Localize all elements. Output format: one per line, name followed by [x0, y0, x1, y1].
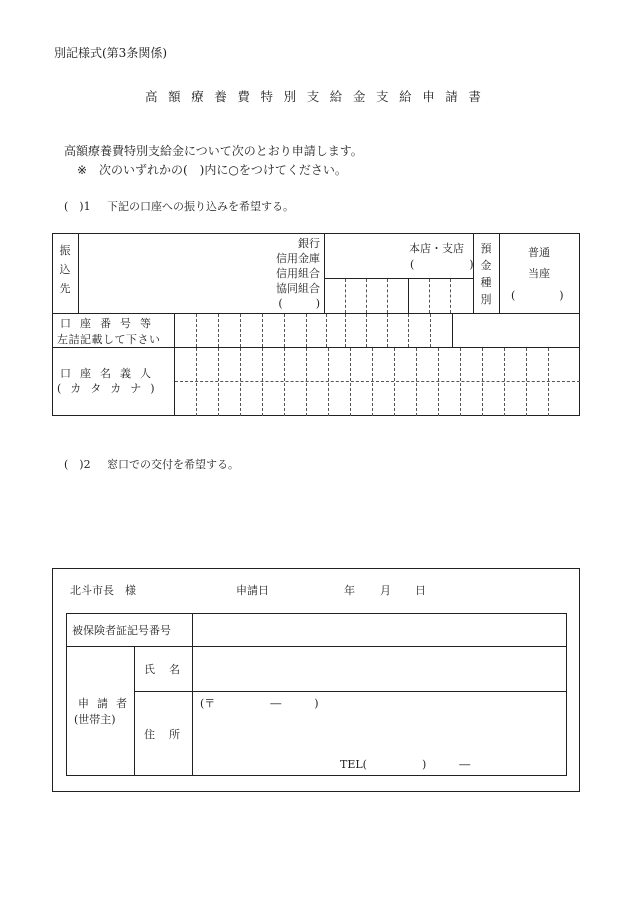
account-holder-kana-note: (カタカナ)	[57, 382, 164, 395]
deposit-type-futsu: 普通	[528, 246, 550, 259]
bank-type-options: 銀行 信用金庫 信用組合 協同組合 ( )	[276, 237, 320, 310]
form-label: 別記様式(第3条関係)	[54, 46, 167, 60]
option2-text: 窓口での交付を希望する。	[107, 458, 239, 471]
furikomi-label: 振 込 先	[59, 244, 71, 295]
deposit-type-label: 預 金 種 別	[480, 242, 492, 306]
year-label: 年	[344, 584, 355, 597]
name-label: 氏名	[144, 663, 194, 676]
month-label: 月	[380, 584, 391, 597]
day-label: 日	[415, 584, 426, 597]
deposit-type-paren: ( )	[511, 289, 564, 302]
addressee: 北斗市長 様	[70, 584, 136, 597]
account-number-label: 口座番号等	[60, 317, 160, 330]
insured-card-number-field[interactable]	[193, 614, 566, 646]
intro-line-1: 高額療養費特別支給金について次のとおり申請します。	[64, 144, 363, 158]
deposit-type-toza: 当座	[528, 267, 550, 280]
application-date-label: 申請日	[236, 584, 269, 597]
applicant-householder-note: (世帯主)	[74, 713, 116, 726]
name-field[interactable]	[193, 647, 566, 691]
address-label: 住所	[144, 728, 194, 741]
account-number-note: 左詰記載して下さい	[57, 333, 161, 346]
tel-field[interactable]: TEL( ) ―	[340, 758, 471, 771]
branch-paren: ( )	[410, 258, 474, 271]
document-title: 高額療養費特別支給金支給申請書	[145, 89, 492, 104]
branch-label: 本店・支店	[409, 242, 464, 255]
insured-card-number-label: 被保険者証記号番号	[72, 624, 171, 637]
account-holder-label: 口座名義人	[60, 367, 160, 380]
intro-line-2: 次のいずれかの( )内に○をつけてください。	[99, 163, 347, 177]
option1-text: 下記の口座への振り込みを希望する。	[107, 200, 294, 213]
note-mark: ※	[77, 163, 88, 177]
option2-checkbox[interactable]: ( )2	[64, 458, 91, 471]
option1-checkbox[interactable]: ( )1	[64, 200, 91, 213]
postal-code-field[interactable]: (〒 ― )	[200, 697, 319, 710]
applicant-label: 申請者	[78, 697, 135, 710]
